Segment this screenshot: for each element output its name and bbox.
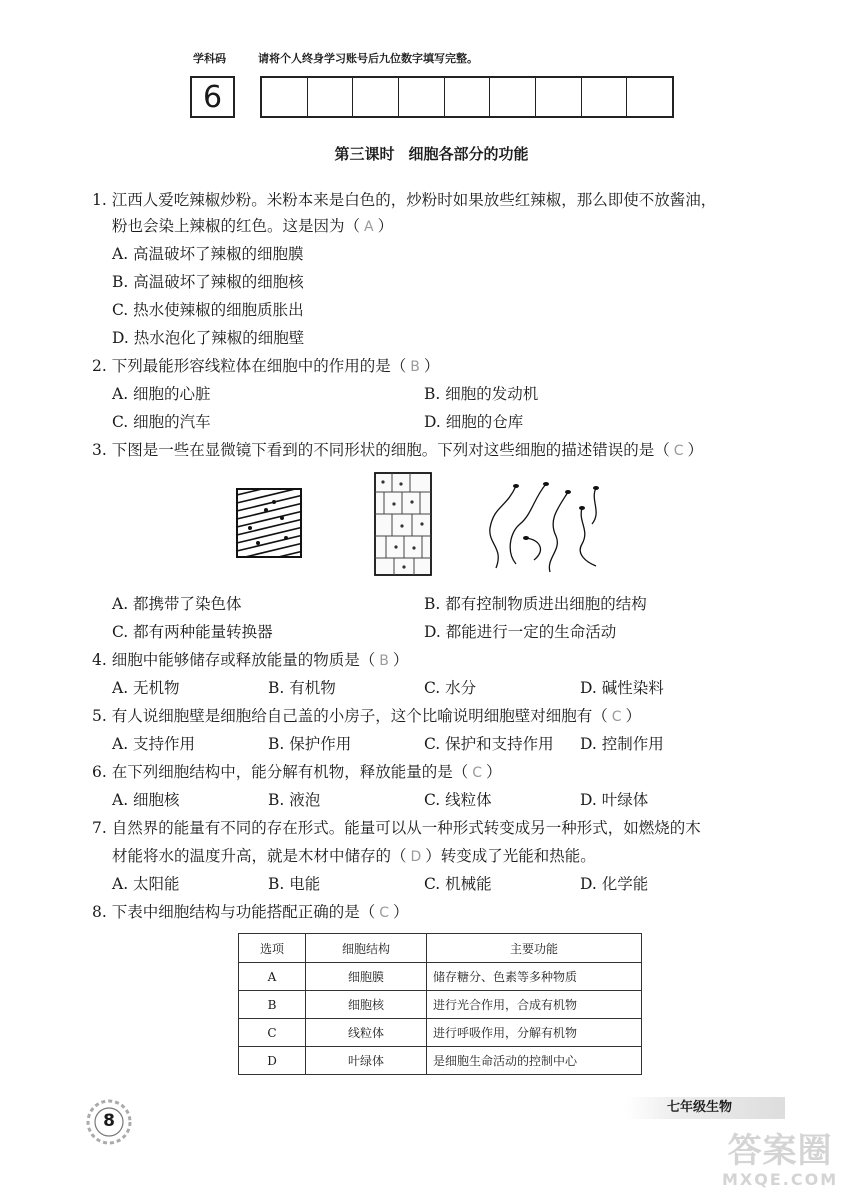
table-cell: A bbox=[239, 963, 306, 991]
digit-box[interactable] bbox=[445, 78, 491, 116]
q6-stem: 6. 在下列细胞结构中，能分解有机物，释放能量的是（ bbox=[92, 763, 469, 781]
table-cell: 进行光合作用，合成有机物 bbox=[427, 991, 642, 1019]
q5-stem-line bbox=[92, 706, 641, 727]
q3-option-b: B. 都有控制物质进出细胞的结构 bbox=[424, 595, 647, 613]
q1-line1: 1. 江西人爱吃辣椒炒粉。米粉本来是白色的，炒粉时如果放些红辣椒，那么即使不放酱油， bbox=[92, 191, 717, 209]
table-row bbox=[239, 1019, 642, 1047]
digit-box[interactable] bbox=[582, 78, 628, 116]
q8-close: ） bbox=[393, 903, 409, 921]
q1-stem: 粉也会染上辣椒的红色。这是因为（ bbox=[112, 217, 361, 235]
q2-stem-line bbox=[92, 356, 439, 377]
lesson-title bbox=[0, 143, 863, 164]
digit-box[interactable] bbox=[627, 78, 672, 116]
q4-close: ） bbox=[392, 651, 409, 669]
q3-option-d: D. 都能进行一定的生命活动 bbox=[424, 623, 617, 641]
q4-stem: 4. 细胞中能够储存或释放能量的物质是（ bbox=[92, 651, 376, 669]
muscle-cell-illustration bbox=[236, 488, 302, 558]
q8-answer: C bbox=[379, 905, 389, 921]
q2-stem: 2. 下列最能形容线粒体在细胞中的作用的是（ bbox=[92, 357, 407, 375]
q1-close: ） bbox=[377, 217, 394, 235]
table-cell: 是细胞生命活动的控制中心 bbox=[427, 1047, 642, 1075]
q2-option-b: B. 细胞的发动机 bbox=[424, 385, 539, 403]
table-cell: 细胞膜 bbox=[306, 963, 427, 991]
q7-line1: 7. 自然界的能量有不同的存在形式。能量可以从一种形式转变成另一种形式，如燃烧的木 bbox=[92, 819, 701, 837]
q6-answer: C bbox=[472, 765, 482, 781]
q5-option-c: C. 保护和支持作用 bbox=[424, 735, 554, 753]
q7-option-d: D. 化学能 bbox=[580, 875, 649, 893]
q4-stem-line bbox=[92, 650, 408, 671]
q5-option-d: D. 控制作用 bbox=[580, 735, 664, 753]
table-cell: 叶绿体 bbox=[306, 1047, 427, 1075]
q1-option-b: B. 高温破坏了辣椒的细胞核 bbox=[112, 273, 304, 291]
table-cell: 线粒体 bbox=[306, 1019, 427, 1047]
q4-answer: B bbox=[379, 653, 389, 669]
q4-option-c: C. 水分 bbox=[424, 679, 477, 697]
table-header: 细胞结构 bbox=[306, 934, 427, 963]
q1-option-d: D. 热水泡化了辣椒的细胞壁 bbox=[112, 329, 305, 347]
cell-function-table bbox=[238, 933, 642, 1075]
q3-option-c: C. 都有两种能量转换器 bbox=[112, 623, 273, 641]
q8-stem-line bbox=[92, 902, 409, 923]
table-cell: 储存糖分、色素等多种物质 bbox=[427, 963, 642, 991]
page-number: 8 bbox=[103, 1111, 115, 1131]
account-digit-boxes[interactable] bbox=[260, 76, 674, 118]
digit-box[interactable] bbox=[399, 78, 445, 116]
digit-box[interactable] bbox=[353, 78, 399, 116]
q4-option-b: B. 有机物 bbox=[268, 679, 336, 697]
book-title: 七年级生物 bbox=[625, 1097, 785, 1119]
q7-stem-b: ）转变成了光能和热能。 bbox=[425, 847, 596, 865]
q3-stem-line bbox=[92, 440, 703, 461]
q7-line2 bbox=[112, 846, 596, 867]
table-cell: C bbox=[239, 1019, 306, 1047]
digit-box[interactable] bbox=[490, 78, 536, 116]
digit-box[interactable] bbox=[262, 78, 308, 116]
q3-close: ） bbox=[687, 441, 704, 459]
table-cell: B bbox=[239, 991, 306, 1019]
table-row bbox=[239, 1047, 642, 1075]
table-row bbox=[239, 963, 642, 991]
q2-close: ） bbox=[423, 357, 440, 375]
watermark-line1: 答案圈 bbox=[727, 1131, 833, 1171]
account-instruction: 请将个人终身学习账号后九位数字填写完整。 bbox=[258, 52, 478, 65]
q5-answer: C bbox=[611, 709, 622, 725]
table-cell: 细胞核 bbox=[306, 991, 427, 1019]
q1-option-c: C. 热水使辣椒的细胞质胀出 bbox=[112, 301, 304, 319]
q7-option-b: B. 电能 bbox=[268, 875, 321, 893]
lesson-part: 第三课时 bbox=[334, 145, 395, 163]
digit-box[interactable] bbox=[536, 78, 582, 116]
q5-option-b: B. 保护作用 bbox=[268, 735, 352, 753]
subject-code-label: 学科码 bbox=[193, 52, 226, 65]
q7-answer: D bbox=[410, 849, 422, 865]
q6-option-d: D. 叶绿体 bbox=[580, 791, 649, 809]
q8-stem: 8. 下表中细胞结构与功能搭配正确的是（ bbox=[92, 903, 376, 921]
q6-stem-line bbox=[92, 762, 502, 783]
watermark-line2: MXQE.COM bbox=[722, 1170, 839, 1189]
q3-stem: 3. 下图是一些在显微镜下看到的不同形状的细胞。下列对这些细胞的描述错误的是（ bbox=[92, 441, 670, 459]
q7-option-c: C. 机械能 bbox=[424, 875, 492, 893]
q2-option-d: D. 细胞的仓库 bbox=[424, 413, 524, 431]
q5-option-a: A. 支持作用 bbox=[112, 735, 196, 753]
table-header: 主要功能 bbox=[427, 934, 642, 963]
q2-answer: B bbox=[410, 359, 420, 375]
q1-line2 bbox=[112, 216, 393, 237]
q2-option-c: C. 细胞的汽车 bbox=[112, 413, 211, 431]
q2-option-a: A. 细胞的心脏 bbox=[112, 385, 211, 403]
lesson-name: 细胞各部分的功能 bbox=[408, 145, 529, 163]
q4-option-d: D. 碱性染料 bbox=[580, 679, 664, 697]
q7-stem-a: 材能将水的温度升高，就是木材中储存的（ bbox=[112, 847, 407, 865]
q1-answer: A bbox=[364, 219, 374, 235]
table-row bbox=[239, 991, 642, 1019]
q6-option-c: C. 线粒体 bbox=[424, 791, 492, 809]
q1-option-a: A. 高温破坏了辣椒的细胞膜 bbox=[112, 245, 304, 263]
q6-option-a: A. 细胞核 bbox=[112, 791, 180, 809]
table-cell: 进行呼吸作用，分解有机物 bbox=[427, 1019, 642, 1047]
table-header: 选项 bbox=[239, 934, 306, 963]
onion-epidermis-illustration bbox=[374, 472, 432, 576]
q6-option-b: B. 液泡 bbox=[268, 791, 321, 809]
q3-answer: C bbox=[673, 443, 684, 459]
digit-box[interactable] bbox=[308, 78, 354, 116]
q3-option-a: A. 都携带了染色体 bbox=[112, 595, 242, 613]
table-cell: D bbox=[239, 1047, 306, 1075]
sperm-cell-illustration bbox=[486, 478, 610, 574]
q5-close: ） bbox=[625, 707, 642, 725]
subject-code-box: 6 bbox=[190, 76, 235, 118]
q5-stem: 5. 有人说细胞壁是细胞给自己盖的小房子，这个比喻说明细胞壁对细胞有（ bbox=[92, 707, 608, 725]
q4-option-a: A. 无机物 bbox=[112, 679, 180, 697]
watermark bbox=[722, 1132, 838, 1189]
q6-close: ） bbox=[486, 763, 502, 781]
q7-option-a: A. 太阳能 bbox=[112, 875, 180, 893]
table-header-row bbox=[239, 934, 642, 963]
